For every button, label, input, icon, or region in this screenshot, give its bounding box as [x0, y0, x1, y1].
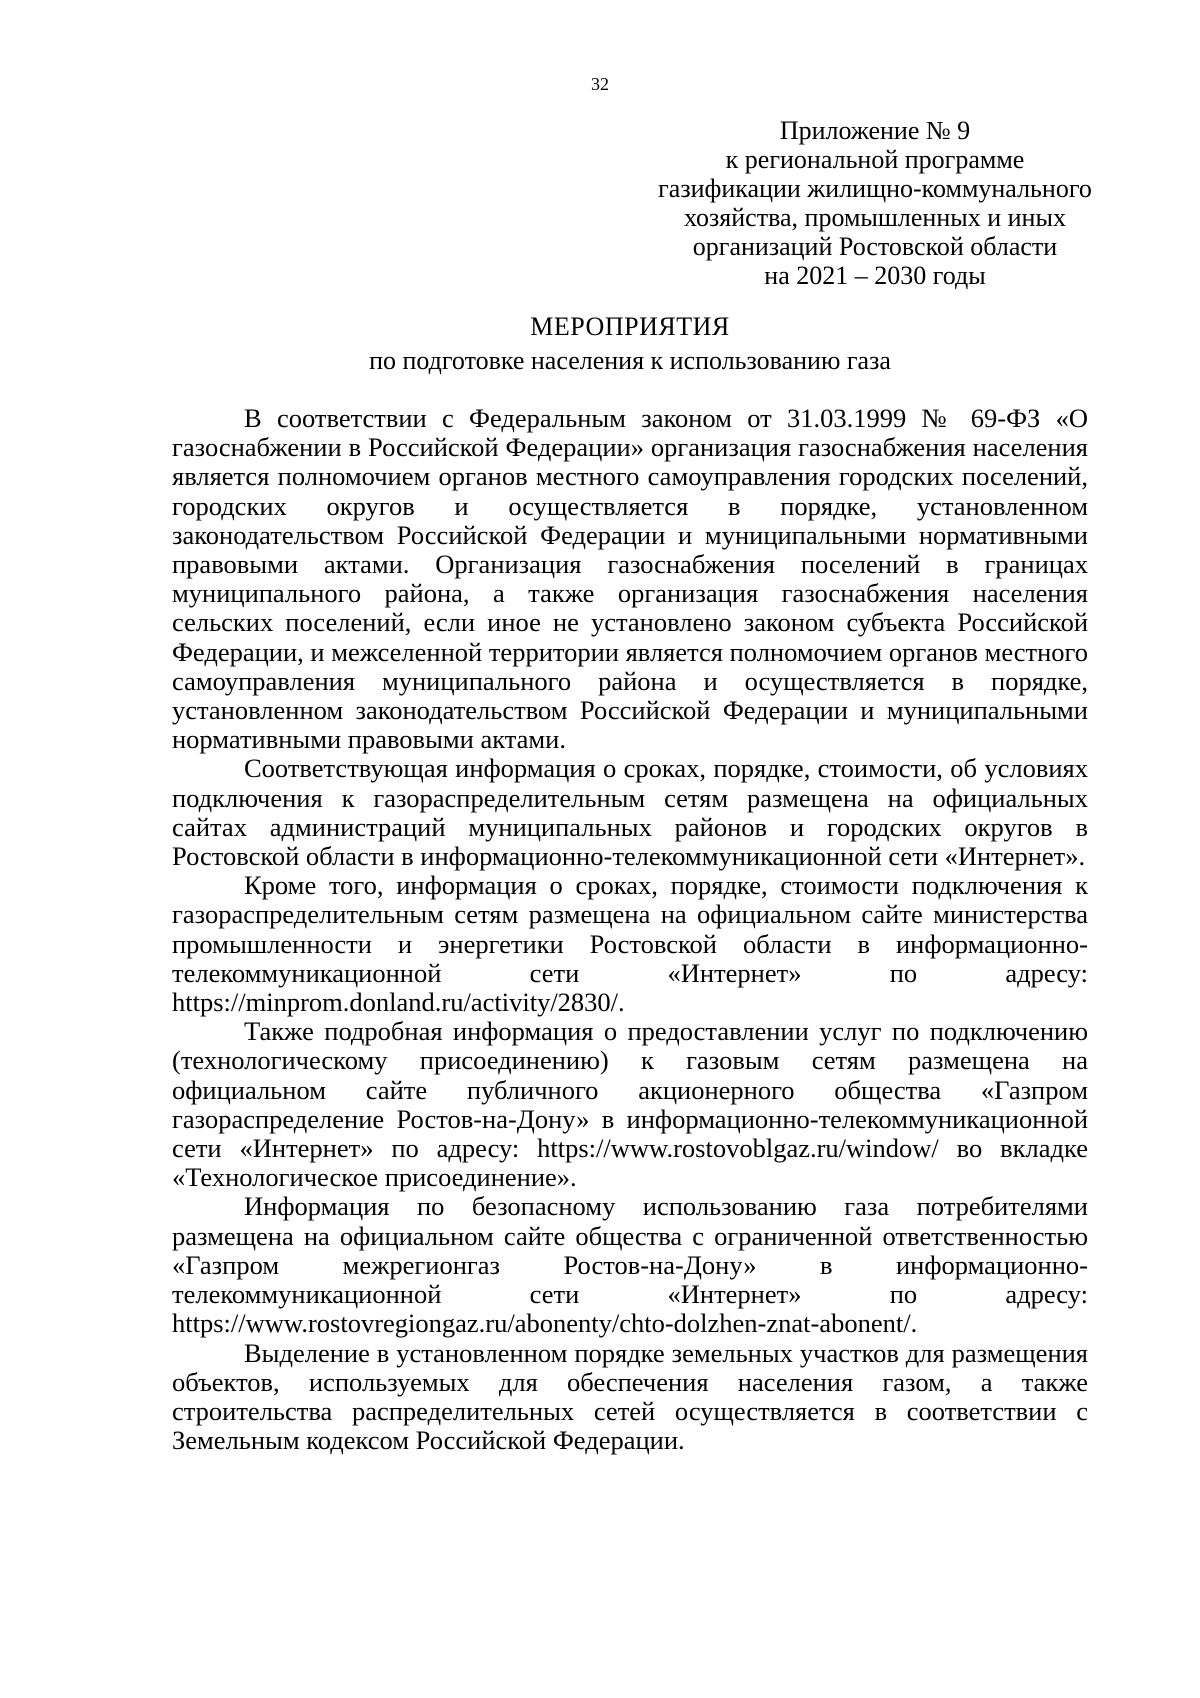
appendix-line: газификации жилищно-коммунального [658, 174, 1092, 203]
paragraph: Выделение в установленном порядке земельных участков для размещения объектов, используемых для обеспечения населения газом, а также строительства распределительных сетей осуществляется в соответствии с Земельным кодексом Российской Федерации. [172, 1337, 1088, 1456]
paragraph: В соответствии с Федеральным законом от 31.03.1999 № 69-ФЗ «О газоснабжении в Российской Федерации» организация газоснабжения населения является полномочием органов местного самоуправления городских поселений, городских округов и осуществляется в порядке, установленном законодательством Российской Федерации и муниципальными нормативными правовыми актами. Организация газоснабжения поселений в границах муниципального района, а также организация газоснабжения населения сельских поселений, если иное не установлено законом субъекта Российской Федерации, и межселенной территории является полномочием органов местного самоуправления муниципального района и осуществляется в порядке, установленном законодательством Российской Федерации и муниципальными нормативными правовыми актами. [172, 403, 1088, 755]
page-number: 32 [591, 74, 609, 94]
paragraph: Соответствующая информация о сроках, порядке, стоимости, об условиях подключения к газораспределительным сетям размещена на официальных сайтах администраций муниципальных районов и городских округов в Ростовской области в информационно-телекоммуникационной сети «Интернет». [172, 753, 1088, 872]
title-main: МЕРОПРИЯТИЯ [530, 312, 730, 341]
document-body [172, 404, 1088, 1455]
appendix-header [640, 116, 1110, 290]
appendix-line: к региональной программе [725, 145, 1025, 174]
appendix-line: хозяйства, промышленных и иных [684, 203, 1066, 232]
appendix-line: Приложение № 9 [779, 116, 971, 145]
appendix-line: организаций Ростовской области [692, 232, 1058, 261]
paragraph: Информация по безопасному использованию газа потребителями размещена на официальном сайте общества с ограниченной ответственностью «Газпром межрегионгаз Ростов-на-Дону» в информационно-телекоммуникационной сети «Интернет» по адресу: https://www.rostovregiongaz.ru/abonenty/chto-dolzhen-znat-abonent/. [172, 1191, 1088, 1339]
title-subtitle: по подготовке населения к использованию газа [369, 346, 891, 375]
document-title [170, 312, 1090, 376]
paragraph: Кроме того, информация о сроках, порядке, стоимости подключения к газораспределительным сетям размещена на официальном сайте министерства промышленности и энергетики Ростовской области в информационно-телекоммуникационной сети «Интернет» по адресу: https://minprom.donland.ru/activity/2830/. [172, 870, 1088, 1018]
appendix-line: на 2021 – 2030 годы [764, 261, 986, 290]
paragraph: Также подробная информация о предоставлении услуг по подключению (технологическому присоединению) к газовым сетям размещена на официальном сайте публичного акционерного общества «Газпром газораспределение Ростов-на-Дону» в информационно-телекоммуникационной сети «Интернет» по адресу: https://www.rostovoblgaz.ru/window/ во вкладке «Технологическое присоединение». [172, 1016, 1088, 1193]
